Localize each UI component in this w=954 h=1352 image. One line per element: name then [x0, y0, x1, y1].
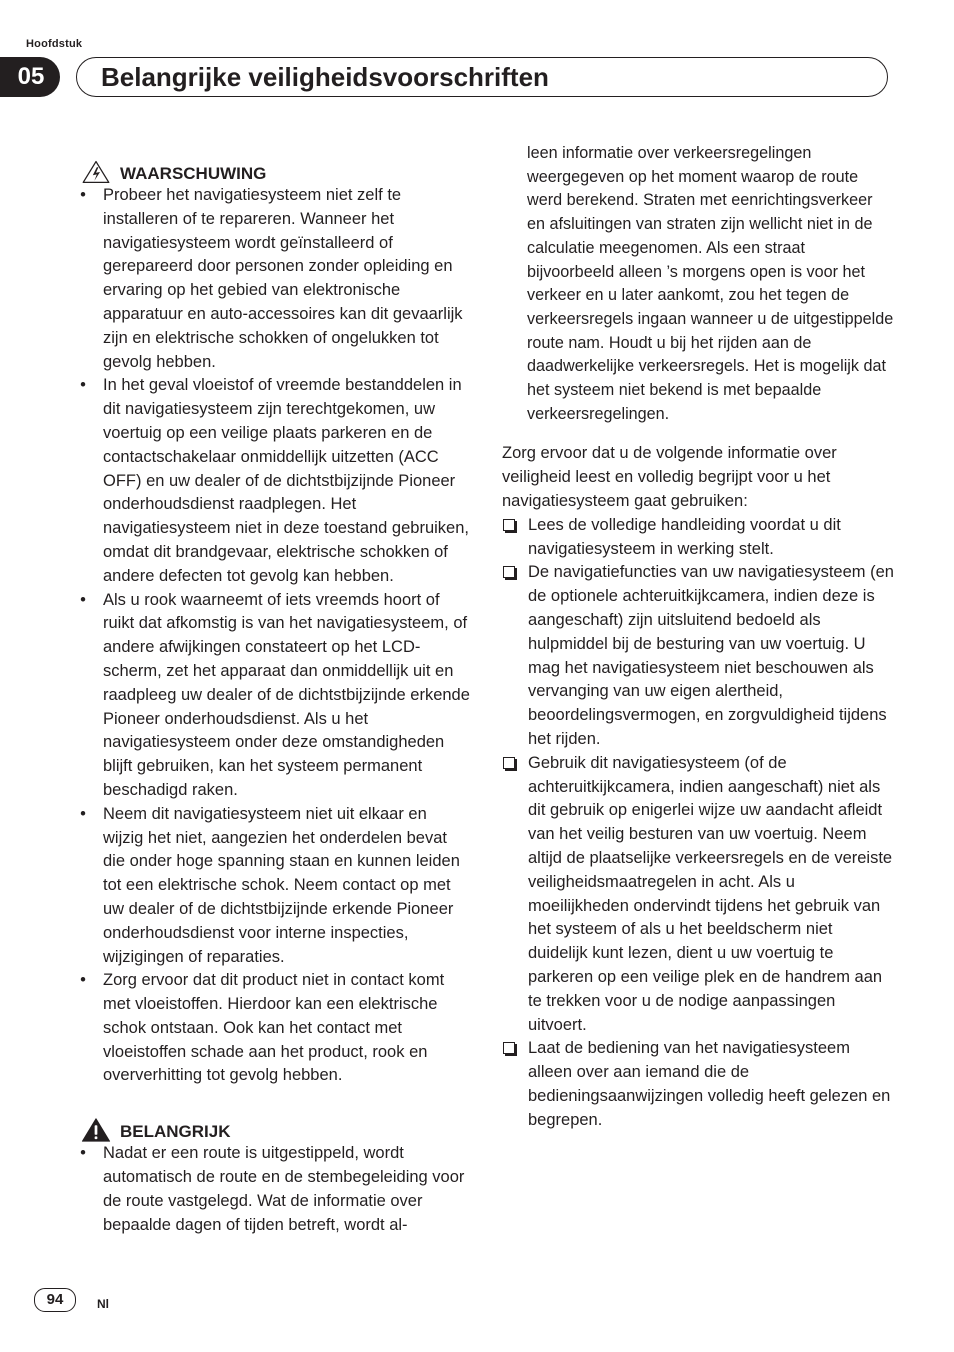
list-item-text: Zorg ervoor dat dit product niet in contact komt met vloeistoffen. Hierdoor kan een elektrische schok ontstaan. Ook kan het contact met vloeistoffen schade aan het product, rook en oververhitting tot gevolg hebben. [103, 971, 445, 1085]
list-item: • In het geval vloeistof of vreemde bestanddelen in dit navigatiesysteem zijn terechtgekomen, uw voertuig op een veilige plaats parkeren en de contactschakelaar onmiddellijk uitzetten (ACC OFF) en uw dealer of de dichtstbijzijnde Pioneer onderhoudsdienst raadplegen. Het navigatiesysteem niet in deze toestand gebruiken, omdat dit brandgevaar, elektrische schokken of andere defecten tot gevolg kan hebben. [80, 376, 469, 585]
checkbox-bullet-icon [503, 757, 515, 769]
list-item-text: In het geval vloeistof of vreemde bestanddelen in dit navigatiesysteem zijn terechtgekomen, uw voertuig op een veilige plaats parkeren en de contactschakelaar onmiddellijk uitzetten (ACC OFF) en uw dealer of de dichtstbijzijnde Pioneer onderhoudsdienst raadplegen. Het navigatiesysteem niet in deze toestand gebruiken, omdat dit brandgevaar, elektrische schokken of andere defecten tot gevolg kan hebben. [103, 376, 469, 585]
right-column [502, 142, 894, 1133]
intro-paragraph: Zorg ervoor dat u de volgende informatie over veiligheid leest en volledig begrijpt voor u het navigatiesysteem gaat gebruiken: [502, 444, 837, 511]
exclamation-warning-icon [78, 1118, 114, 1142]
checklist-item [502, 561, 894, 751]
important-continued: leen informatie over verkeersregelingen weergegeven op het moment waarop de route werd berekend. Straten met eenrichtingsverkeer en afsluitingen van straten zijn wellicht niet in de calculatie meegenomen. Als een straat bijvoorbeeld alleen ’s morgens open is voor het verkeer en u later aankomt, zou het tegen de verkeersregels ingaan wanneer u de uitgestippelde route nam. Houdt u bij het rijden aan de daadwerkelijke verkeersregels. Het is mogelijk dat het systeem niet bekend is met bepaalde verkeersregelingen. [527, 144, 894, 423]
list-item: • Probeer het navigatiesysteem niet zelf te installeren of te repareren. Wanneer het navigatiesysteem wordt geïnstalleerd of gerepareerd door personen zonder opleiding en ervaring op het gebied van elektronische apparatuur en auto-accessoires kan dit gevaarlijk zijn en elektrische schokken of ongelukken tot gevolg hebben. [80, 186, 463, 371]
warning-label: WAARSCHUWING [120, 164, 267, 183]
list-item: • Zorg ervoor dat dit product niet in contact komt met vloeistoffen. Hierdoor kan een elektrische schok ontstaan. Ook kan het contact met vloeistoffen schade aan het product, rook en oververhitting tot gevolg hebben. [80, 971, 445, 1085]
list-item: • Neem dit navigatiesysteem niet uit elkaar en wijzig het niet, aangezien het onderdelen bevat die onder hoge spanning staan en kunnen leiden tot een elektrische schok. Neem contact op met uw dealer of de dichtstbijzijnde erkende Pioneer onderhoudsdienst voor interne inspecties, wijzigingen of reparaties. [80, 804, 460, 966]
list-item-text: Neem dit navigatiesysteem niet uit elkaar en wijzig het niet, aangezien het onderdelen bevat die onder hoge spanning staan en kunnen leiden tot een elektrische schok. Neem contact op met uw dealer of de dichtstbijzijnde erkende Pioneer onderhoudsdienst voor interne inspecties, wijzigingen of reparaties. [103, 804, 460, 966]
electric-warning-icon [78, 160, 114, 184]
checklist-item-text: De navigatiefuncties van uw navigatiesysteem (en de optionele achteruitkijkcamera, indien deze is aangeschaft) zijn uitsluitend bedoeld als hulpmiddel bij de besturing van uw voertuig. U mag het navigatiesysteem niet beschouwen als vervanging van uw eigen alertheid, beoordelingsvermogen, en zorgvuldigheid tijdens het rijden. [528, 563, 894, 748]
page-number: 94 [34, 1288, 76, 1312]
warning-list [78, 184, 470, 1088]
checkbox-bullet-icon [503, 519, 515, 531]
important-list [78, 1142, 470, 1237]
left-column [78, 160, 470, 1237]
checklist [502, 514, 894, 1133]
checklist-item [502, 752, 894, 1038]
list-item: • Nadat er een route is uitgestippeld, wordt automatisch de route en de stembegeleiding voor de route vastgelegd. Wat de informatie over bepaalde dagen of tijden betreft, wordt al- [80, 1144, 465, 1234]
language-code: Nl [97, 1297, 109, 1311]
checklist-item [502, 1037, 894, 1132]
list-item: • Als u rook waarneemt of iets vreemds hoort of ruikt dat afkomstig is van het navigatiesysteem, of andere afwijkingen constateert op het LCD-scherm, zet het apparaat dan onmiddellijk uit en raadpleeg uw dealer of de dichtstbijzijnde erkende Pioneer onderhoudsdienst. Als u het navigatiesysteem onder deze omstandigheden blijft gebruiken, kan het systeem permanent beschadigd raken. [80, 590, 470, 799]
list-item-text: Nadat er een route is uitgestippeld, wordt automatisch de route en de stembegeleiding voor de route vastgelegd. Wat de informatie over bepaalde dagen of tijden betreft, wordt al- [103, 1144, 465, 1234]
important-header [78, 1118, 470, 1142]
chapter-label: Hoofdstuk [26, 38, 83, 50]
checkbox-bullet-icon [503, 566, 515, 578]
important-label: BELANGRIJK [120, 1122, 231, 1142]
checkbox-bullet-icon [503, 1042, 515, 1054]
checklist-item [502, 514, 894, 562]
checklist-item-text: Gebruik dit navigatiesysteem (of de achteruitkijkcamera, indien aangeschaft) niet als dit gebruik op enigerlei wijze uw aandacht afleidt van het veilig besturen van uw voertuig. Neem altijd de plaatselijke verkeersregels en de vereiste veiligheidsmaatregelen in acht. Als u moeilijkheden ondervindt tijdens het gebruik van het systeem of als u het beeldscherm niet duidelijk kunt lezen, dient u uw voertuig te parkeren op een veilige plek en de handrem aan te trekken voor u de nodige aanpassingen uitvoert. [528, 753, 893, 1034]
list-item-text: Als u rook waarneemt of iets vreemds hoort of ruikt dat afkomstig is van het navigatiesysteem, of andere afwijkingen constateert op het LCD-scherm, zet het apparaat dan onmiddellijk uit en raadpleeg uw dealer of de dichtstbijzijnde erkende Pioneer onderhoudsdienst. Als u het navigatiesysteem onder deze omstandigheden blijft gebruiken, kan het systeem permanent beschadigd raken. [103, 590, 470, 799]
list-item-text: Probeer het navigatiesysteem niet zelf te installeren of te repareren. Wanneer het navigatiesysteem wordt geïnstalleerd of gerepareerd door personen zonder opleiding en ervaring op het gebied van elektronische apparatuur en auto-accessoires kan dit gevaarlijk zijn en elektrische schokken of ongelukken tot gevolg hebben. [103, 186, 463, 371]
page-title: Belangrijke veiligheidsvoorschriften [101, 62, 549, 92]
chapter-title-box [76, 57, 888, 97]
warning-header [78, 160, 470, 184]
chapter-number-tab: 05 [0, 57, 60, 97]
checklist-item-text: Lees de volledige handleiding voordat u dit navigatiesysteem in werking stelt. [528, 515, 841, 558]
checklist-item-text: Laat de bediening van het navigatiesysteem alleen over aan iemand die de bedieningsaanwijzingen volledig heeft gelezen en begrepen. [528, 1039, 891, 1129]
